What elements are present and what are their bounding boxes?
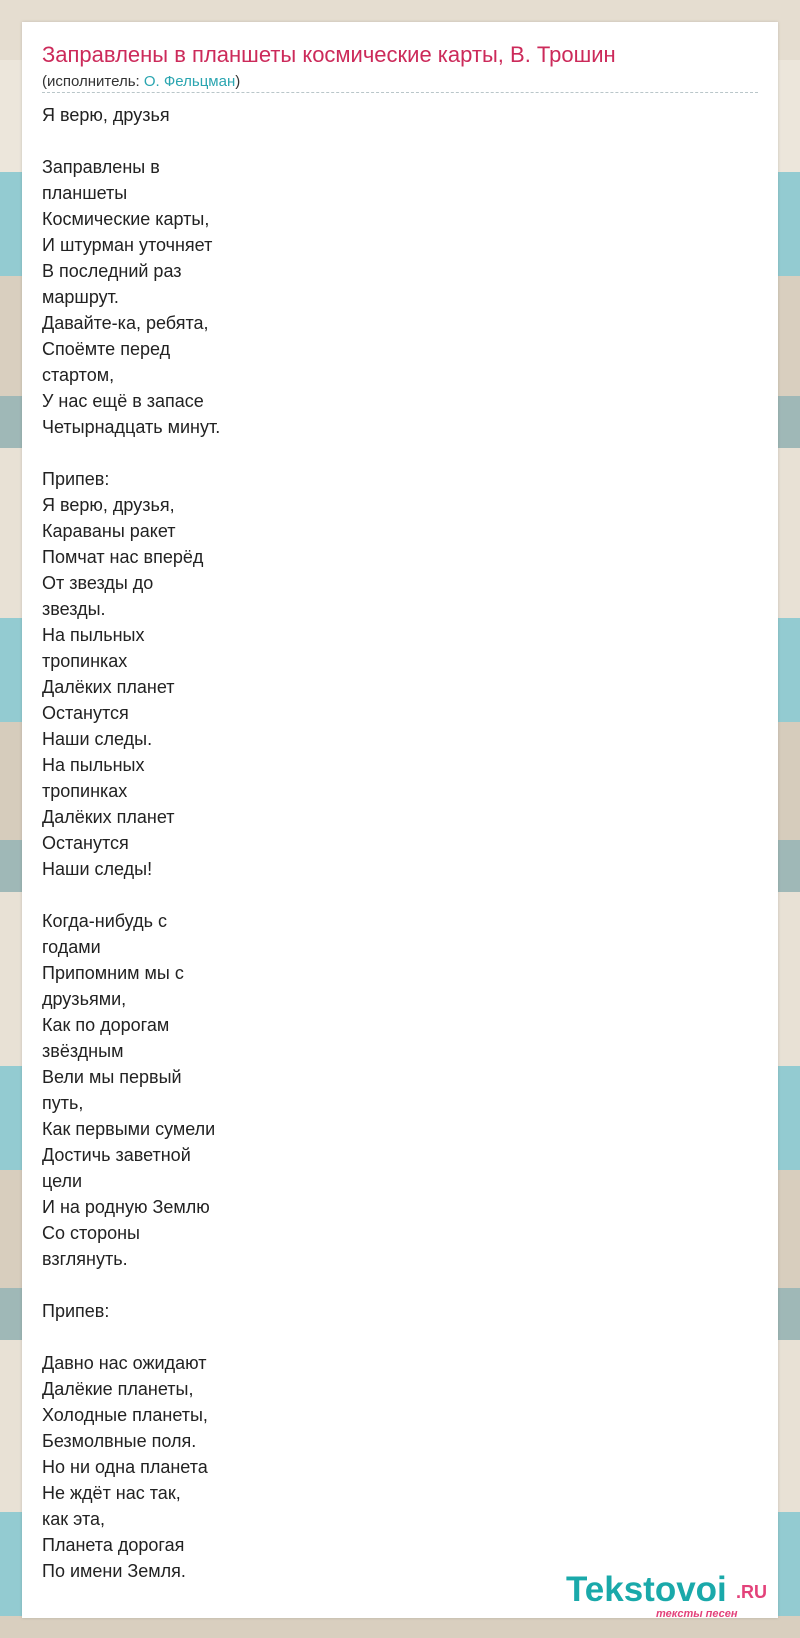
lyrics-line: На пыльных: [42, 625, 145, 645]
lyrics-line: звезды.: [42, 599, 106, 619]
lyrics-line: Вели мы первый: [42, 1067, 182, 1087]
lyrics-line: цели: [42, 1171, 83, 1191]
lyrics-line: Далёких планет: [42, 677, 175, 697]
logo-tagline: тексты песен: [656, 1608, 738, 1620]
lyrics-line: Холодные планеты,: [42, 1405, 208, 1425]
lyrics-line: Останутся: [42, 833, 129, 853]
lyrics-blank-line: [42, 440, 302, 466]
dashed-divider: [42, 92, 758, 93]
lyrics-line: друзьями,: [42, 989, 127, 1009]
lyrics-line: Помчат нас вперёд: [42, 547, 204, 567]
lyrics-line: Когда-нибудь с: [42, 911, 167, 931]
lyrics-line: Далёких планет: [42, 807, 175, 827]
lyrics-line: И штурман уточняет: [42, 235, 213, 255]
lyrics-line: Как первыми сумели: [42, 1119, 216, 1139]
song-title: Заправлены в планшеты космические карты, В. Трошин: [42, 42, 616, 67]
lyrics-line: Давайте-ка, ребята,: [42, 313, 209, 333]
lyrics-line: годами: [42, 937, 101, 957]
lyrics-line: Заправлены в: [42, 157, 160, 177]
lyrics-line: Наши следы!: [42, 859, 153, 879]
lyrics-line: как эта,: [42, 1509, 105, 1529]
lyrics-line: Я верю, друзья,: [42, 495, 175, 515]
lyrics-line: Со стороны: [42, 1223, 140, 1243]
performer-line: [42, 73, 240, 90]
lyrics-line: планшеты: [42, 183, 128, 203]
lyrics-line: Не ждёт нас так,: [42, 1483, 181, 1503]
lyrics-line: маршрут.: [42, 287, 119, 307]
lyrics-blank-line: [42, 1272, 302, 1298]
lyrics-line: Как по дорогам: [42, 1015, 170, 1035]
lyrics-card: [22, 22, 778, 1618]
lyrics-line: Припомним мы с: [42, 963, 184, 983]
lyrics-line: Далёкие планеты,: [42, 1379, 194, 1399]
lyrics-line: тропинках: [42, 651, 128, 671]
lyrics-line: И на родную Землю: [42, 1197, 210, 1217]
lyrics-line: путь,: [42, 1093, 84, 1113]
lyrics-line: По имени Земля.: [42, 1561, 186, 1581]
lyrics-line: Безмолвные поля.: [42, 1431, 197, 1451]
performer-link[interactable]: О. Фельцман: [143, 73, 236, 90]
lyrics-line: стартом,: [42, 365, 115, 385]
lyrics-line: Давно нас ожидают: [42, 1353, 207, 1373]
lyrics-line: Достичь заветной: [42, 1145, 191, 1165]
performer-suffix: ): [235, 73, 241, 90]
logo-tld: .RU: [736, 1582, 767, 1602]
lyrics-line: У нас ещё в запасе: [42, 391, 204, 411]
lyrics-blank-line: [42, 128, 302, 154]
lyrics-line: Караваны ракет: [42, 521, 176, 541]
lyrics-line: тропинках: [42, 781, 128, 801]
lyrics-line: звёздным: [42, 1041, 124, 1061]
lyrics-line: Я верю, друзья: [42, 105, 170, 125]
logo-wordmark: Tekstovoi: [566, 1570, 727, 1609]
site-logo[interactable]: [566, 1570, 766, 1630]
lyrics-line: Но ни одна планета: [42, 1457, 208, 1477]
lyrics-line: Припев:: [42, 469, 110, 489]
lyrics-blank-line: [42, 1324, 302, 1350]
lyrics-line: Споёмте перед: [42, 339, 171, 359]
lyrics-line: взглянуть.: [42, 1249, 128, 1269]
lyrics-line: Припев:: [42, 1301, 110, 1321]
lyrics-line: Наши следы.: [42, 729, 153, 749]
performer-prefix: (исполнитель:: [42, 73, 144, 90]
lyrics-text: [42, 102, 302, 1584]
lyrics-line: На пыльных: [42, 755, 145, 775]
lyrics-line: Планета дорогая: [42, 1535, 185, 1555]
lyrics-line: От звезды до: [42, 573, 154, 593]
lyrics-line: В последний раз: [42, 261, 182, 281]
lyrics-line: Космические карты,: [42, 209, 210, 229]
lyrics-blank-line: [42, 882, 302, 908]
lyrics-line: Четырнадцать минут.: [42, 417, 221, 437]
lyrics-line: Останутся: [42, 703, 129, 723]
